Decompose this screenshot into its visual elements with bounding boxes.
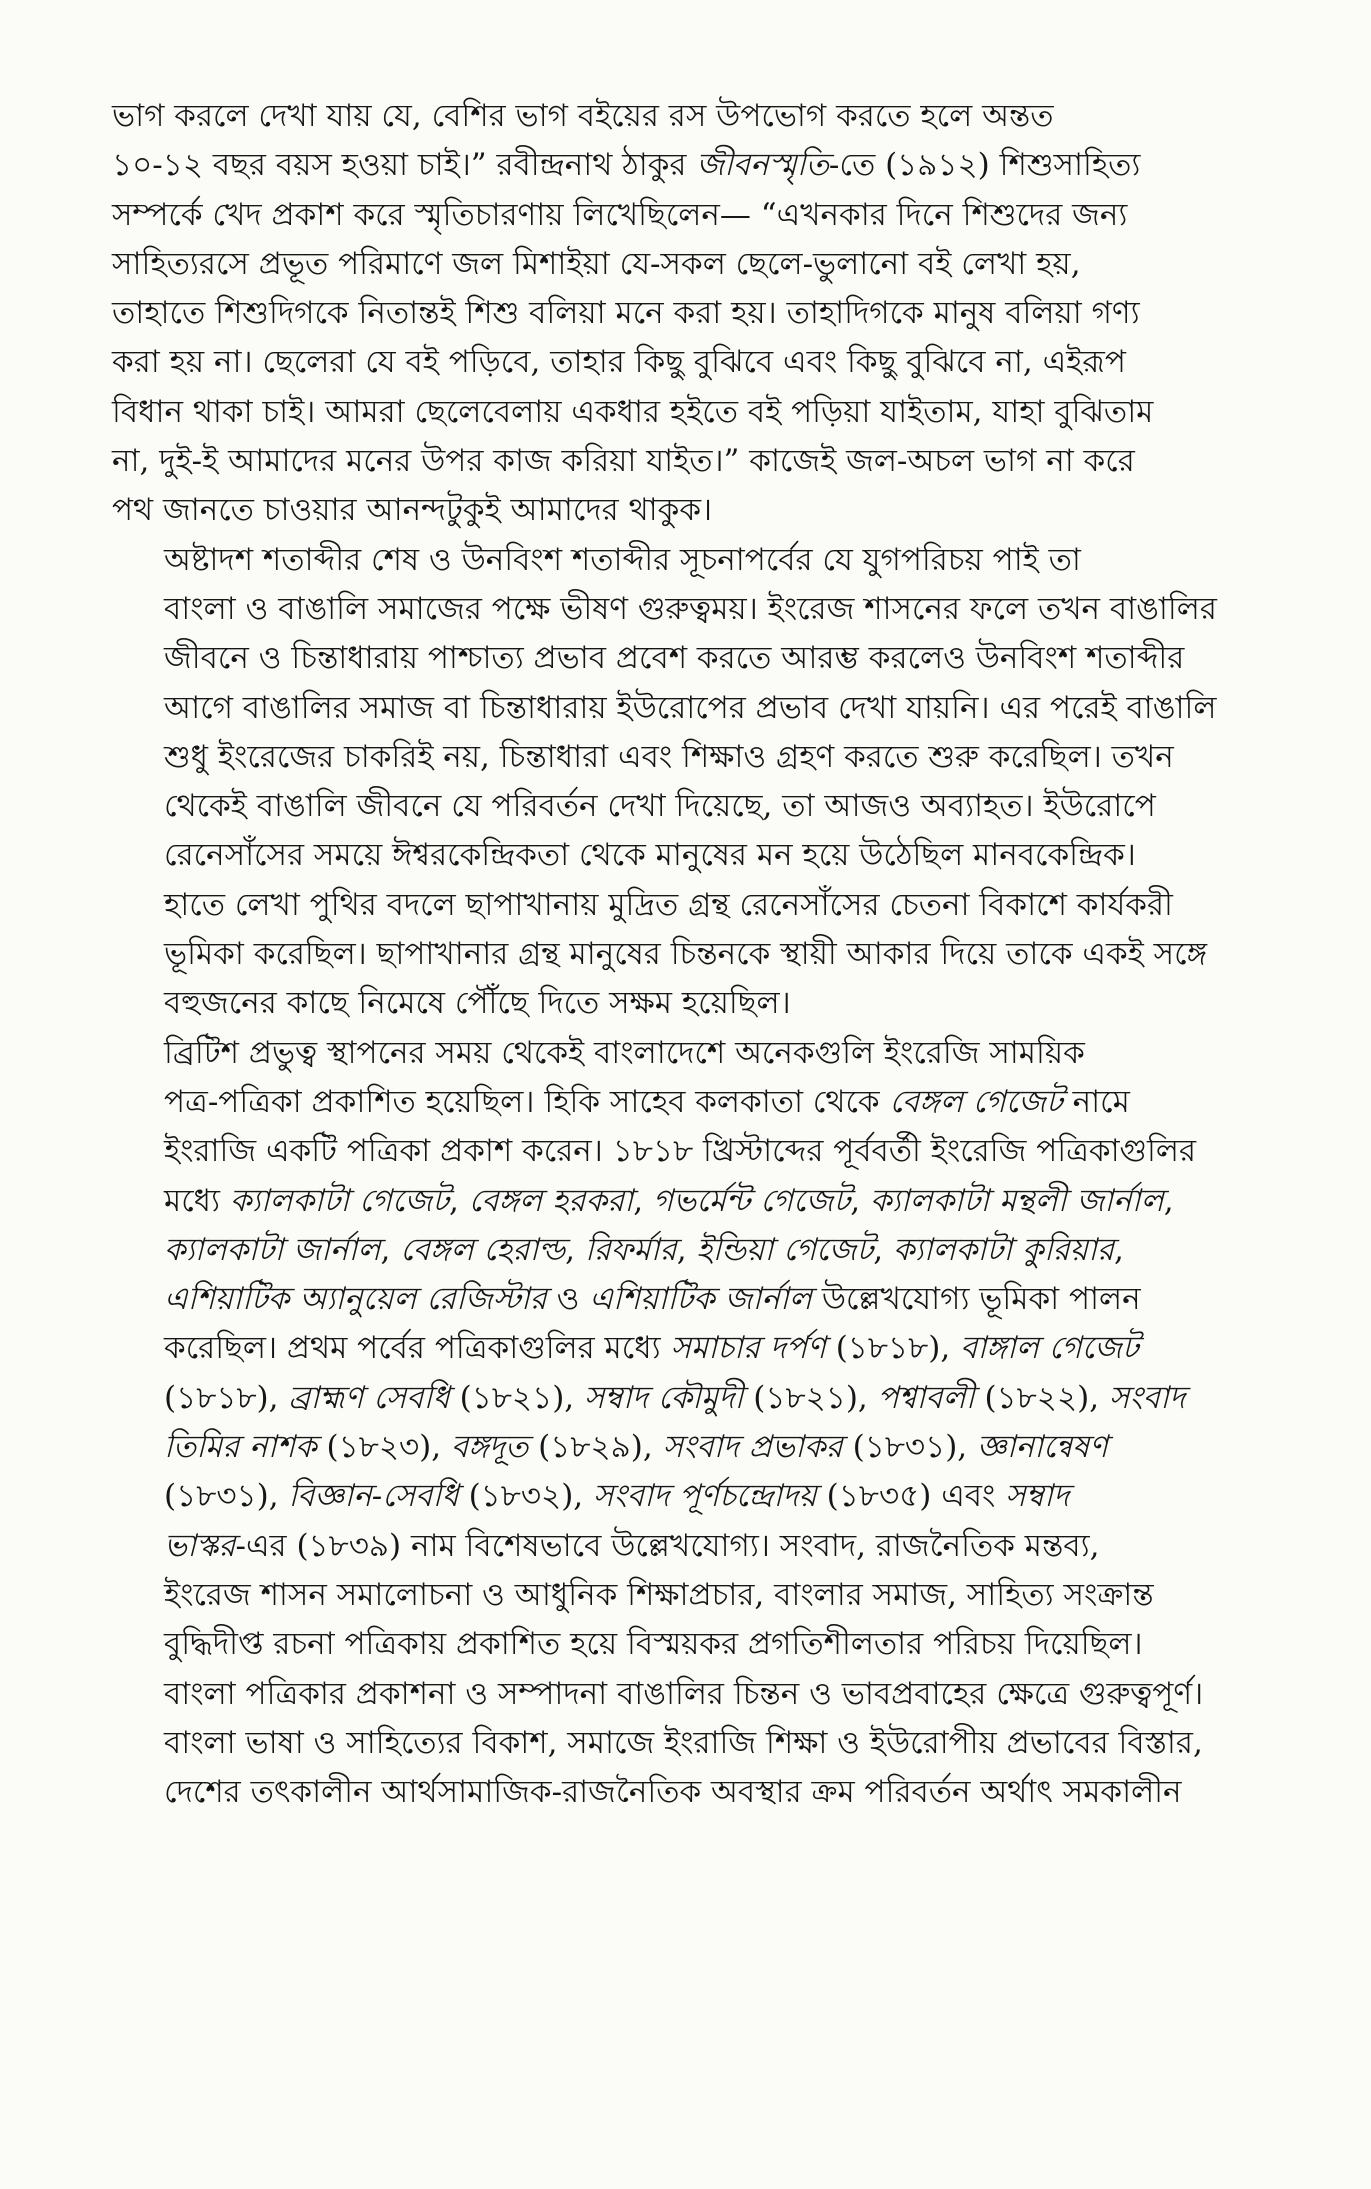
text-segment: (১৮৩৫) এবং bbox=[816, 1478, 1006, 1515]
italic-title-text: ব্রাহ্মণ সেবধি bbox=[288, 1379, 450, 1416]
text-segment: ব্রিটিশ প্রভুত্ব স্থাপনের সময় থেকেই বাংলাদেশে অনেকগুলি ইংরেজি সাময়িক bbox=[164, 1034, 1085, 1071]
text-line bbox=[112, 1127, 1282, 1176]
italic-title-text: বিজ্ঞান-সেবধি bbox=[288, 1478, 459, 1515]
text-segment: আগে বাঙালির সমাজ বা চিন্তাধারায় ইউরোপের প্রভাব দেখা যায়নি। এর পরেই বাঙালি bbox=[164, 689, 1217, 726]
text-line bbox=[112, 191, 1282, 240]
italic-title-text: সমাচার দর্পণ bbox=[670, 1330, 826, 1367]
text-line bbox=[112, 881, 1282, 930]
text-line bbox=[112, 1078, 1282, 1127]
text-line bbox=[112, 1522, 1282, 1571]
text-segment: সম্পর্কে খেদ প্রকাশ করে স্মৃতিচারণায় লিখেছিলেন— “এখনকার দিনে শিশুদের জন্য bbox=[112, 196, 1128, 233]
text-segment: ইংরেজ শাসন সমালোচনা ও আধুনিক শিক্ষাপ্রচার, বাংলার সমাজ, সাহিত্য সংক্রান্ত bbox=[164, 1576, 1154, 1613]
text-line bbox=[112, 733, 1282, 782]
paragraph bbox=[112, 1029, 1282, 1818]
text-segment: করেছিল। প্রথম পর্বের পত্রিকাগুলির মধ্যে bbox=[164, 1330, 671, 1367]
text-line bbox=[112, 1620, 1282, 1669]
text-segment: করা হয় না। ছেলেরা যে বই পড়িবে, তাহার কিছু বুঝিবে এবং কিছু বুঝিবে না, এইরূপ bbox=[112, 344, 1126, 381]
text-segment: -তে (১৯১২) শিশুসাহিত্য bbox=[828, 147, 1141, 184]
text-segment: , bbox=[873, 1231, 893, 1268]
text-line bbox=[112, 782, 1282, 831]
text-line bbox=[112, 1324, 1282, 1373]
italic-title-text: এশিয়াটিক জার্নাল bbox=[589, 1281, 812, 1318]
italic-title-text: ক্যালকাটা গেজেট bbox=[229, 1182, 450, 1219]
text-segment: -এর (১৮৩৯) নাম বিশেষভাবে উল্লেখযোগ্য। সংবাদ, রাজনৈতিক মন্তব্য, bbox=[235, 1527, 1100, 1564]
text-segment: বাংলা ও বাঙালি সমাজের পক্ষে ভীষণ গুরুত্বময়। ইংরেজ শাসনের ফলে তখন বাঙালির bbox=[164, 590, 1217, 627]
text-segment: ভূমিকা করেছিল। ছাপাখানার গ্রন্থ মানুষের চিন্তনকে স্থায়ী আকার দিয়ে তাকে একই সঙ্গে bbox=[164, 936, 1208, 973]
text-line bbox=[112, 289, 1282, 338]
text-segment: (১৮২১), bbox=[743, 1379, 878, 1416]
text-line bbox=[112, 1423, 1282, 1472]
text-segment: পত্র-পত্রিকা প্রকাশিত হয়েছিল। হিকি সাহেব কলকাতা থেকে bbox=[164, 1083, 890, 1120]
text-segment: , bbox=[633, 1182, 653, 1219]
text-segment: উল্লেখযোগ্য ভূমিকা পালন bbox=[811, 1281, 1141, 1318]
text-segment: (১৮২২), bbox=[974, 1379, 1109, 1416]
text-segment: , bbox=[1114, 1231, 1124, 1268]
text-line bbox=[112, 92, 1282, 141]
italic-title-text: তিমির নাশক bbox=[164, 1429, 317, 1466]
text-segment: রেনেসাঁসের সময়ে ঈশ্বরকেন্দ্রিকতা থেকে মানুষের মন হয়ে উঠেছিল মানবকেন্দ্রিক। bbox=[164, 837, 1136, 874]
text-segment: মধ্যে bbox=[164, 1182, 230, 1219]
italic-title-text: ক্যালকাটা মন্থলী জার্নাল bbox=[869, 1182, 1164, 1219]
text-segment: পথ জানতে চাওয়ার আনন্দটুকুই আমাদের থাকুক। bbox=[112, 492, 713, 529]
text-segment: (১৮২৩), bbox=[316, 1429, 451, 1466]
text-line bbox=[112, 338, 1282, 387]
italic-title-text: জ্ঞানান্বেষণ bbox=[977, 1429, 1108, 1466]
italic-title-text: ভাস্কর bbox=[164, 1527, 236, 1564]
text-line bbox=[112, 1029, 1282, 1078]
text-line bbox=[112, 240, 1282, 289]
text-segment: না, দুই-ই আমাদের মনের উপর কাজ করিয়া যাইত।” কাজেই জল-অচল ভাগ না করে bbox=[112, 443, 1135, 480]
document-page bbox=[112, 92, 1282, 1817]
italic-title-text: ক্যালকাটা জার্নাল bbox=[164, 1231, 381, 1268]
text-line bbox=[112, 1670, 1282, 1719]
text-segment: ও bbox=[546, 1281, 590, 1318]
italic-title-text: ইন্ডিয়া গেজেট bbox=[696, 1231, 874, 1268]
text-segment: , bbox=[449, 1182, 469, 1219]
text-line bbox=[112, 585, 1282, 634]
text-segment: (১৮১৮), bbox=[825, 1330, 961, 1367]
italic-title-text: সংবাদ পূর্ণচন্দ্রোদয় bbox=[593, 1478, 817, 1515]
text-segment: বাংলা ভাষা ও সাহিত্যের বিকাশ, সমাজে ইংরাজি শিক্ষা ও ইউরোপীয় প্রভাবের বিস্তার, bbox=[164, 1724, 1203, 1761]
text-segment: (১৮৩১), bbox=[842, 1429, 978, 1466]
text-segment: থেকেই বাঙালি জীবনে যে পরিবর্তন দেখা দিয়েছে, তা আজও অব্যাহত। ইউরোপে bbox=[164, 788, 1156, 825]
text-segment: ইংরাজি একটি পত্রিকা প্রকাশ করেন। ১৮১৮ খ্রিস্টাব্দের পূর্ববর্তী ইংরেজি পত্রিকাগুলির bbox=[164, 1133, 1197, 1170]
italic-title-text: এশিয়াটিক অ্যানুয়েল রেজিস্টার bbox=[164, 1281, 547, 1318]
italic-title-text: বেঙ্গল হেরাল্ড bbox=[400, 1231, 566, 1268]
italic-title-text: বেঙ্গল গেজেট bbox=[889, 1083, 1063, 1120]
text-segment: সাহিত্যরসে প্রভূত পরিমাণে জল মিশাইয়া যে-সকল ছেলে-ভুলানো বই লেখা হয়, bbox=[112, 245, 1081, 282]
text-segment: , bbox=[676, 1231, 697, 1268]
text-segment: তাহাতে শিশুদিগকে নিতান্তই শিশু বলিয়া মনে করা হয়। তাহাদিগকে মানুষ বলিয়া গণ্য bbox=[112, 295, 1140, 332]
body-text bbox=[112, 92, 1282, 1817]
paragraph bbox=[112, 536, 1282, 1029]
italic-title-text: বঙ্গদূত bbox=[450, 1429, 529, 1466]
italic-title-text: জীবনস্মৃতি bbox=[696, 147, 829, 184]
text-line bbox=[112, 1374, 1282, 1423]
text-segment: বাংলা পত্রিকার প্রকাশনা ও সম্পাদনা বাঙালির চিন্তন ও ভাবপ্রবাহের ক্ষেত্রে গুরুত্বপূর্ণ। bbox=[164, 1675, 1204, 1712]
italic-title-text: সম্বাদ কৌমুদী bbox=[584, 1379, 744, 1416]
italic-title-text: সম্বাদ bbox=[1005, 1478, 1070, 1515]
italic-title-text: ক্যালকাটা কুরিয়ার bbox=[892, 1231, 1115, 1268]
text-line bbox=[112, 930, 1282, 979]
text-line bbox=[112, 437, 1282, 486]
text-segment: শুধু ইংরেজের চাকরিই নয়, চিন্তাধারা এবং শিক্ষাও গ্রহণ করতে শুরু করেছিল। তখন bbox=[164, 738, 1174, 775]
text-line bbox=[112, 1719, 1282, 1768]
italic-title-text: গভর্মেন্ট গেজেট bbox=[652, 1182, 851, 1219]
italic-title-text: বাঙ্গাল গেজেট bbox=[960, 1330, 1139, 1367]
text-segment: , bbox=[565, 1231, 585, 1268]
text-line bbox=[112, 979, 1282, 1028]
italic-title-text: বেঙ্গল হরকরা bbox=[468, 1182, 634, 1219]
text-segment: , bbox=[380, 1231, 401, 1268]
text-line bbox=[112, 1768, 1282, 1817]
text-segment: বহুজনের কাছে নিমেষে পৌঁছে দিতে সক্ষম হয়েছিল। bbox=[164, 985, 791, 1022]
text-line bbox=[112, 486, 1282, 535]
text-line bbox=[112, 684, 1282, 733]
italic-title-text: পশ্বাবলী bbox=[877, 1379, 975, 1416]
italic-title-text: সংবাদ প্রভাকর bbox=[662, 1429, 843, 1466]
italic-title-text: সংবাদ bbox=[1108, 1379, 1186, 1416]
text-segment: (১৮১৮), bbox=[164, 1379, 289, 1416]
text-segment: , bbox=[1163, 1182, 1174, 1219]
text-line bbox=[112, 1571, 1282, 1620]
text-segment: নামে bbox=[1062, 1083, 1130, 1120]
text-segment: বিধান থাকা চাই। আমরা ছেলেবেলায় একধার হইতে বই পড়িয়া যাইতাম, যাহা বুঝিতাম bbox=[112, 393, 1154, 430]
text-line bbox=[112, 1275, 1282, 1324]
text-line bbox=[112, 388, 1282, 437]
text-segment: (১৮৩২), bbox=[458, 1478, 594, 1515]
text-segment: দেশের তৎকালীন আর্থসামাজিক-রাজনৈতিক অবস্থার ক্রম পরিবর্তন অর্থাৎ সমকালীন bbox=[164, 1774, 1182, 1811]
paragraph bbox=[112, 92, 1282, 536]
text-line bbox=[112, 536, 1282, 585]
text-segment: (১৮৩১), bbox=[164, 1478, 289, 1515]
text-segment: অষ্টাদশ শতাব্দীর শেষ ও উনবিংশ শতাব্দীর সূচনাপর্বের যে যুগপরিচয় পাই তা bbox=[164, 541, 1081, 578]
italic-title-text: রিফর্মার bbox=[584, 1231, 677, 1268]
text-line bbox=[112, 1472, 1282, 1521]
text-line bbox=[112, 141, 1282, 190]
text-line bbox=[112, 1226, 1282, 1275]
text-segment: বুদ্ধিদীপ্ত রচনা পত্রিকায় প্রকাশিত হয়ে বিস্ময়কর প্রগতিশীলতার পরিচয় দিয়েছিল। bbox=[164, 1626, 1143, 1663]
text-segment: ভাগ করলে দেখা যায় যে, বেশির ভাগ বইয়ের রস উপভোগ করতে হলে অন্তত bbox=[112, 98, 1054, 134]
text-line bbox=[112, 634, 1282, 683]
text-line bbox=[112, 831, 1282, 880]
text-segment: (১৮২১), bbox=[449, 1379, 585, 1416]
text-line bbox=[112, 1177, 1282, 1226]
text-segment: , bbox=[850, 1182, 870, 1219]
text-segment: (১৮২৯), bbox=[528, 1429, 663, 1466]
text-segment: ১০-১২ বছর বয়স হওয়া চাই।” রবীন্দ্রনাথ ঠাকুর bbox=[112, 147, 697, 184]
text-segment: হাতে লেখা পুথির বদলে ছাপাখানায় মুদ্রিত গ্রন্থ রেনেসাঁসের চেতনা বিকাশে কার্যকরী bbox=[164, 886, 1173, 923]
text-segment: জীবনে ও চিন্তাধারায় পাশ্চাত্য প্রভাব প্রবেশ করতে আরম্ভ করলেও উনবিংশ শতাব্দীর bbox=[164, 640, 1185, 677]
